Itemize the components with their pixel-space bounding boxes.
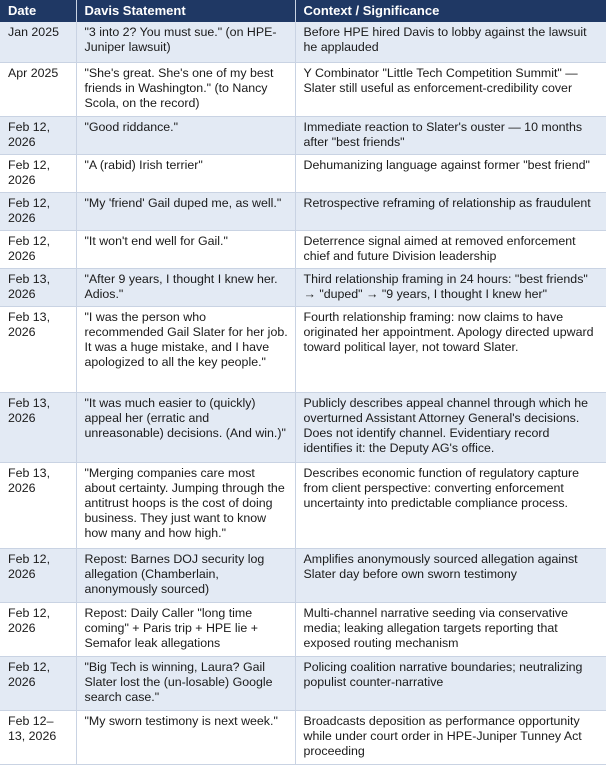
cell-context: Describes economic function of regulatory capture from client perspective: converting enforcement uncertainty into predictable compliance process. xyxy=(295,462,606,548)
cell-context: Policing coalition narrative boundaries; neutralizing populist counter-narrative xyxy=(295,656,606,710)
table-row xyxy=(0,62,606,116)
cell-date: Feb 12, 2026 xyxy=(0,116,76,154)
table-row xyxy=(0,154,606,192)
cell-statement: "My 'friend' Gail duped me, as well." xyxy=(76,192,295,230)
cell-statement: Repost: Barnes DOJ security log allegation (Chamberlain, anonymously sourced) xyxy=(76,548,295,602)
header-statement: Davis Statement xyxy=(76,0,295,22)
cell-context: Immediate reaction to Slater's ouster — 10 months after "best friends" xyxy=(295,116,606,154)
table-row xyxy=(0,392,606,462)
cell-date: Feb 13, 2026 xyxy=(0,268,76,306)
cell-context: Fourth relationship framing: now claims to have originated her appointment. Apology directed upward toward political layer, not toward Slater. xyxy=(295,306,606,392)
cell-date: Feb 12, 2026 xyxy=(0,656,76,710)
cell-statement: Repost: Daily Caller "long time coming" + Paris trip + HPE lie + Semafor leak allegations xyxy=(76,602,295,656)
cell-context: Amplifies anonymously sourced allegation against Slater day before own sworn testimony xyxy=(295,548,606,602)
cell-context: Y Combinator "Little Tech Competition Summit" — Slater still useful as enforcement-credibility cover xyxy=(295,62,606,116)
cell-statement: "3 into 2? You must sue." (on HPE-Juniper lawsuit) xyxy=(76,22,295,62)
table-header xyxy=(0,0,606,22)
cell-statement: "My sworn testimony is next week." xyxy=(76,710,295,764)
cell-date: Feb 12, 2026 xyxy=(0,192,76,230)
table-row xyxy=(0,116,606,154)
cell-date: Feb 12, 2026 xyxy=(0,154,76,192)
header-date: Date xyxy=(0,0,76,22)
cell-context: Retrospective reframing of relationship as fraudulent xyxy=(295,192,606,230)
cell-context: Third relationship framing in 24 hours: "best friends" → "duped" → "9 years, I thought I knew her" xyxy=(295,268,606,306)
cell-context: Publicly describes appeal channel through which he overturned Assistant Attorney General's decisions. Does not identify channel. Evidentiary record identifies it: the Deputy AG's office. xyxy=(295,392,606,462)
cell-context: Dehumanizing language against former "best friend" xyxy=(295,154,606,192)
cell-statement: "It was much easier to (quickly) appeal her (erratic and unreasonable) decisions. (And win.)" xyxy=(76,392,295,462)
table-row xyxy=(0,710,606,764)
cell-date: Feb 12, 2026 xyxy=(0,548,76,602)
table-row xyxy=(0,656,606,710)
cell-date: Jan 2025 xyxy=(0,22,76,62)
table-row xyxy=(0,230,606,268)
cell-statement: "Big Tech is winning, Laura? Gail Slater lost the (un-losable) Google search case." xyxy=(76,656,295,710)
cell-date: Feb 13, 2026 xyxy=(0,462,76,548)
cell-statement: "Good riddance." xyxy=(76,116,295,154)
cell-context: Before HPE hired Davis to lobby against the lawsuit he applauded xyxy=(295,22,606,62)
cell-date: Feb 13, 2026 xyxy=(0,392,76,462)
cell-date: Feb 12–13, 2026 xyxy=(0,710,76,764)
cell-date: Apr 2025 xyxy=(0,62,76,116)
cell-context: Broadcasts deposition as performance opportunity while under court order in HPE-Juniper Tunney Act proceeding xyxy=(295,710,606,764)
table-row xyxy=(0,602,606,656)
table-row xyxy=(0,306,606,392)
table-row xyxy=(0,22,606,62)
table-body xyxy=(0,22,606,764)
cell-statement: "It won't end well for Gail." xyxy=(76,230,295,268)
cell-statement: "A (rabid) Irish terrier" xyxy=(76,154,295,192)
table-row xyxy=(0,462,606,548)
header-context: Context / Significance xyxy=(295,0,606,22)
cell-context: Deterrence signal aimed at removed enforcement chief and future Division leadership xyxy=(295,230,606,268)
cell-statement: "After 9 years, I thought I knew her. Adios." xyxy=(76,268,295,306)
table-row xyxy=(0,192,606,230)
cell-statement: "She's great. She's one of my best friends in Washington." (to Nancy Scola, on the record) xyxy=(76,62,295,116)
cell-statement: "I was the person who recommended Gail Slater for her job. It was a huge mistake, and I have apologized to all the key people." xyxy=(76,306,295,392)
table-row xyxy=(0,268,606,306)
cell-statement: "Merging companies care most about certainty. Jumping through the antitrust hoops is the cost of doing business. They just want to know how many and how high." xyxy=(76,462,295,548)
cell-context: Multi-channel narrative seeding via conservative media; leaking allegation targets reporting that exposed routing mechanism xyxy=(295,602,606,656)
cell-date: Feb 13, 2026 xyxy=(0,306,76,392)
header-row xyxy=(0,0,606,22)
table-row xyxy=(0,548,606,602)
cell-date: Feb 12, 2026 xyxy=(0,602,76,656)
cell-date: Feb 12, 2026 xyxy=(0,230,76,268)
